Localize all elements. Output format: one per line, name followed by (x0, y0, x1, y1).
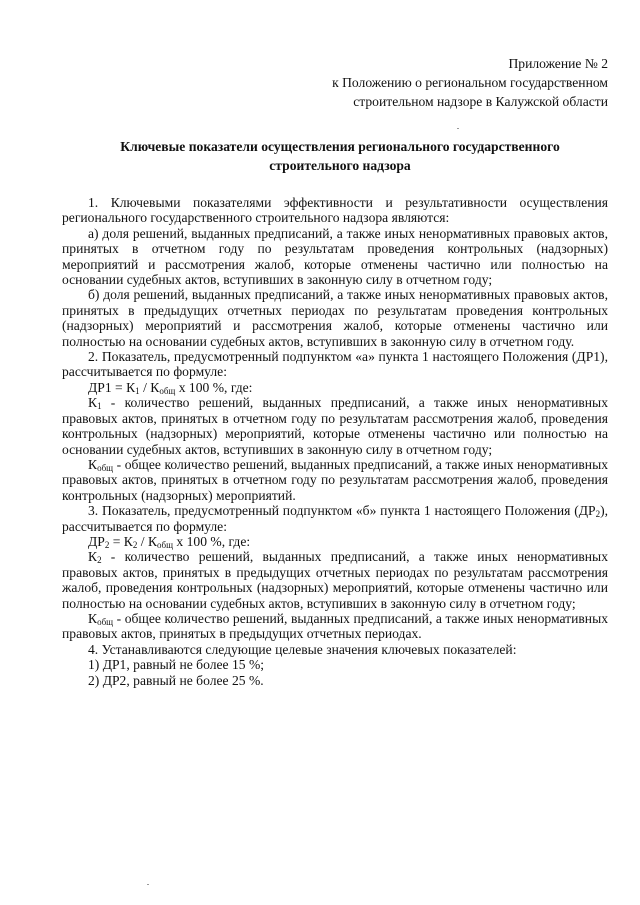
formula-dr2-sub0: 2 (104, 539, 110, 550)
paragraph-3 (62, 503, 608, 534)
symbol-k1-sub: 1 (97, 401, 102, 412)
appendix-header (332, 54, 608, 111)
definition-k2-text: - количество решений, выданных предписаний, а также иных ненормативных правовых актов, принятых в предыдущих отчетных периодах по результатам рассмотрения жалоб, проведения контрольных (надзорных) мероприятий, которые отменены частично или полностью на основании судебных актов, вступивших в законную силу в отчетном году; (62, 549, 608, 611)
formula-dr1 (62, 380, 608, 395)
definition-kobsh-2 (62, 611, 608, 642)
definition-kobsh (62, 457, 608, 503)
formula-dr1-rest: х 100 %, где: (175, 379, 253, 395)
formula-dr2-eq: = К (109, 533, 133, 549)
formula-dr2 (62, 534, 608, 549)
formula-dr2-mid: / К (137, 533, 158, 549)
paragraph-1a: а) доля решений, выданных предписаний, а также иных ненормативных правовых актов, принятых в отчетном году по результатам проведения контрольных (надзорных) мероприятий и рассмотрения жалоб, которые отменены частично или полностью на основании судебных актов, вступивших в законную силу в отчетном году; (62, 225, 608, 288)
definition-k2 (62, 549, 608, 611)
document-body (62, 195, 608, 688)
target-dr2: 2) ДР2, равный не более 25 %. (88, 672, 264, 688)
appendix-reference-line1: к Положению о региональном государственном (332, 75, 608, 90)
formula-dr1-lhs: ДР1 = К (88, 379, 136, 395)
formula-dr2-lhs: ДР (88, 533, 105, 549)
scan-speck (147, 884, 149, 885)
title-line1: Ключевые показатели осуществления регионального государственного (120, 139, 560, 154)
paragraph-4: 4. Устанавливаются следующие целевые значения ключевых показателей: (88, 641, 517, 657)
symbol-k2: К (88, 549, 98, 565)
definition-k1 (62, 395, 608, 457)
formula-dr1-sub1: 1 (135, 385, 140, 396)
target-dr1: 1) ДР1, равный не более 15 %; (88, 657, 265, 673)
symbol-k1: К (88, 395, 98, 411)
formula-dr2-rest: х 100 %, где: (173, 533, 251, 549)
title-line2: строительного надзора (269, 158, 411, 173)
paragraph-1b: б) доля решений, выданных предписаний, а также иных ненормативных правовых актов, принятых в предыдущих отчетных периодах по результатам проведения контрольных (надзорных) мероприятий и рассмотрения жалоб, которые отменены частично или полностью на основании судебных актов, вступивших в законную силу в отчетном году. (62, 287, 608, 349)
symbol-kobsh-2-sub: общ (97, 616, 114, 627)
symbol-k2-sub: 2 (97, 555, 102, 566)
formula-dr1-sub2: общ (159, 385, 176, 396)
formula-dr2-sub1: 2 (132, 539, 138, 550)
formula-dr2-sub2: общ (157, 539, 174, 550)
scan-speck (457, 128, 459, 129)
document-title (70, 137, 610, 175)
symbol-kobsh-2: К (88, 610, 98, 626)
paragraph-3-end: ), рассчитывается по формуле: (62, 503, 608, 534)
definition-kobsh-text: - общее количество решений, выданных предписаний, а также иных ненормативных правовых актов, принятых в отчетном году по результатам рассмотрения жалоб, проведения контрольных (надзорных) мероприятий. (62, 456, 608, 503)
definition-k1-text: - количество решений, выданных предписаний, а также иных ненормативных правовых актов, принятых в отчетном году по результатам рассмотрения жалоб, проведения контрольных (надзорных) мероприятий, которые отменены частично или полностью на основании судебных актов, вступивших в законную силу в отчетном году; (62, 395, 608, 457)
paragraph-1: 1. Ключевыми показателями эффективности и результативности осуществления регионального государственного строительного надзора являются: (62, 195, 608, 226)
appendix-reference-line2: строительном надзоре в Калужской области (353, 94, 608, 109)
definition-kobsh-2-text: - общее количество решений, выданных предписаний, а также иных ненормативных правовых актов, принятых в предыдущих отчетных периодах. (62, 610, 608, 642)
paragraph-3-start: 3. Показатель, предусмотренный подпунктом «б» пункта 1 настоящего Положения (ДР (88, 503, 596, 519)
symbol-kobsh-sub: общ (97, 462, 114, 473)
paragraph-2: 2. Показатель, предусмотренный подпунктом «а» пункта 1 настоящего Положения (ДР1), рассчитывается по формуле: (62, 349, 608, 380)
appendix-number: Приложение № 2 (508, 56, 608, 71)
symbol-kobsh: К (88, 456, 98, 472)
paragraph-3-sub: 2 (595, 509, 601, 520)
formula-dr1-mid: / К (139, 379, 160, 395)
